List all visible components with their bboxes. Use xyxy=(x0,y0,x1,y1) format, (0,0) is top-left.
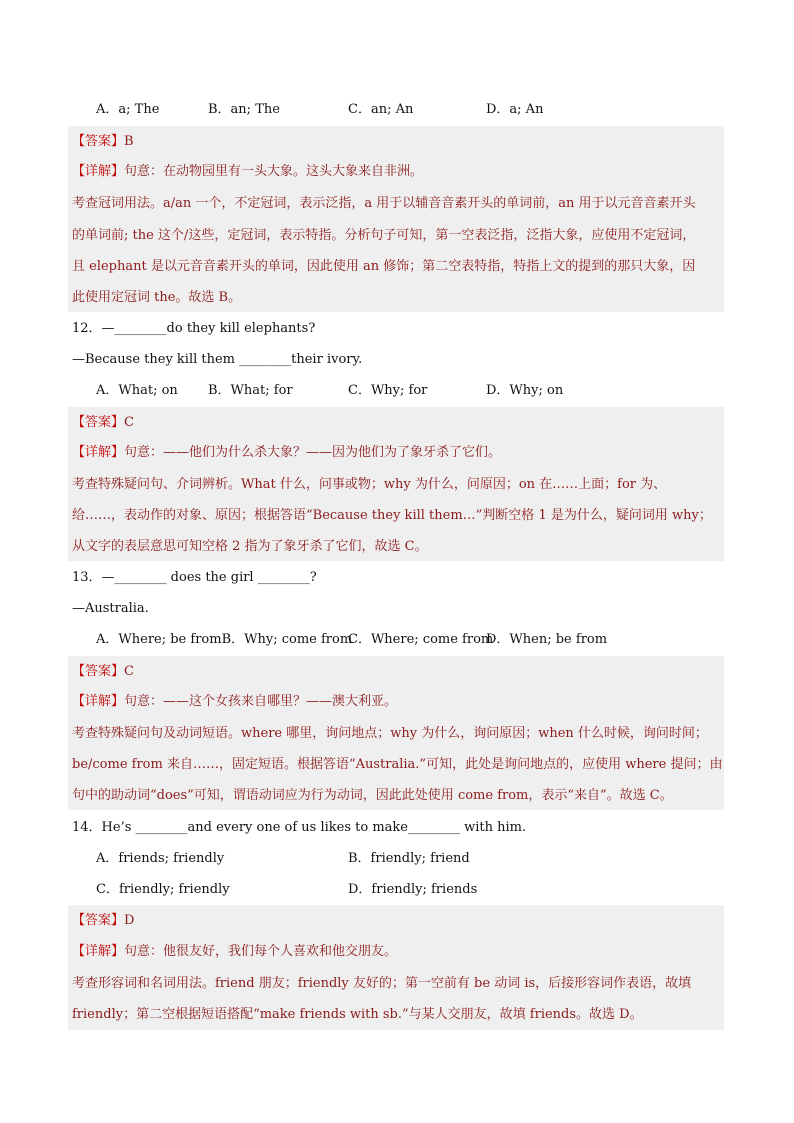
q14-detail xyxy=(72,942,397,962)
q13-answer xyxy=(72,662,134,682)
q11-analysis-line: 考查冠词用法。a/an 一个，不定冠词，表示泛指，a 用于以辅音音素开头的单词前，an 用于以元音音素开头 xyxy=(72,196,696,211)
q12-analysis-line: 从文字的表层意思可知空格 2 指为了象牙杀了它们，故选 C。 xyxy=(72,539,428,554)
q13-analysis-line: 句中的助动词“does”可知，谓语动词应为行为动词，因此此处使用 come from，表示“来自”。故选 C。 xyxy=(72,788,673,803)
q12-answer xyxy=(72,413,134,433)
q13-option-c: C．Where; come from xyxy=(348,632,494,647)
q14-analysis-line: 考查形容词和名词用法。friend 朋友；friendly 友好的；第一空前有 be 动词 is，后接形容词作表语，故填 xyxy=(72,976,692,991)
detail-meaning: 句意：——他们为什么杀大象？——因为他们为了象牙杀了它们。 xyxy=(124,445,502,460)
q12-stem-response: —Because they kill them ________their ivory. xyxy=(72,352,363,367)
q14-option-d: D．friendly; friends xyxy=(348,882,478,897)
answer-value: D xyxy=(124,913,135,928)
q11-option-d: D．a; An xyxy=(486,102,544,117)
q12-option-b: B．What; for xyxy=(208,383,293,398)
q12-option-a: A．What; on xyxy=(96,383,178,398)
detail-tag: 【详解】 xyxy=(72,694,125,709)
q11-answer xyxy=(72,132,134,152)
detail-meaning: 句意：在动物园里有一头大象。这头大象来自非洲。 xyxy=(124,164,424,179)
q12-detail xyxy=(72,443,501,463)
q13-analysis-line: be/come from 来自……，固定短语。根据答语“Australia.”可知，此处是询问地点的，应使用 where 提问；由 xyxy=(72,757,723,772)
q12-answer-box xyxy=(68,407,724,561)
q12-stem: 12．—________do they kill elephants? xyxy=(72,321,316,336)
q11-detail xyxy=(72,162,423,182)
detail-tag: 【详解】 xyxy=(72,445,125,460)
q11-analysis-line: 且 elephant 是以元音音素开头的单词，因此使用 an 修饰；第二空表特指，特指上文的提到的那只大象，因 xyxy=(72,259,696,274)
q14-answer xyxy=(72,911,134,931)
answer-tag: 【答案】 xyxy=(72,664,125,679)
q12-option-c: C．Why; for xyxy=(348,383,428,398)
answer-value: C xyxy=(124,664,134,679)
detail-meaning: 句意：他很友好，我们每个人喜欢和他交朋友。 xyxy=(124,944,398,959)
q11-option-a: A．a; The xyxy=(96,102,160,117)
q12-analysis-line: 考查特殊疑问句、介词辨析。What 什么，问事或物；why 为什么，问原因；on 在……上面；for 为、 xyxy=(72,477,667,492)
q12-option-d: D．Why; on xyxy=(486,383,564,398)
detail-meaning: 句意：——这个女孩来自哪里？——澳大利亚。 xyxy=(124,694,398,709)
q11-option-c: C．an; An xyxy=(348,102,414,117)
detail-tag: 【详解】 xyxy=(72,164,125,179)
q14-answer-box xyxy=(68,905,724,1030)
q13-stem: 13．—________ does the girl ________? xyxy=(72,570,317,585)
answer-tag: 【答案】 xyxy=(72,415,125,430)
q14-option-a: A．friends; friendly xyxy=(96,851,225,866)
answer-value: B xyxy=(124,134,134,149)
q14-stem: 14．He’s ________and every one of us likes to make________ with him. xyxy=(72,820,527,835)
q13-analysis-line: 考查特殊疑问句及动词短语。where 哪里，询问地点；why 为什么，询问原因；when 什么时候，询问时间； xyxy=(72,726,708,741)
detail-tag: 【详解】 xyxy=(72,944,125,959)
answer-tag: 【答案】 xyxy=(72,134,125,149)
answer-tag: 【答案】 xyxy=(72,913,125,928)
answer-value: C xyxy=(124,415,134,430)
q14-analysis-line: friendly；第二空根据短语搭配“make friends with sb.”与某人交朋友，故填 friends。故选 D。 xyxy=(72,1007,643,1022)
q13-option-ab: A．Where; be fromB．Why; come from xyxy=(96,632,353,647)
q11-answer-box xyxy=(68,126,724,312)
q13-stem-response: —Australia. xyxy=(72,601,149,616)
q13-option-d: D．When; be from xyxy=(486,632,608,647)
q13-answer-box xyxy=(68,656,724,810)
q14-option-b: B．friendly; friend xyxy=(348,851,470,866)
q12-analysis-line: 给……，表动作的对象、原因；根据答语“Because they kill them…”判断空格 1 是为什么，疑问词用 why； xyxy=(72,508,712,523)
q11-analysis-line: 此使用定冠词 the。故选 B。 xyxy=(72,290,242,305)
q11-analysis-line: 的单词前; the 这个/这些，定冠词，表示特指。分析句子可知，第一空表泛指，泛指大象，应使用不定冠词， xyxy=(72,228,696,243)
q11-option-b: B．an; The xyxy=(208,102,280,117)
q13-detail xyxy=(72,692,397,712)
q14-option-c: C．friendly; friendly xyxy=(96,882,230,897)
